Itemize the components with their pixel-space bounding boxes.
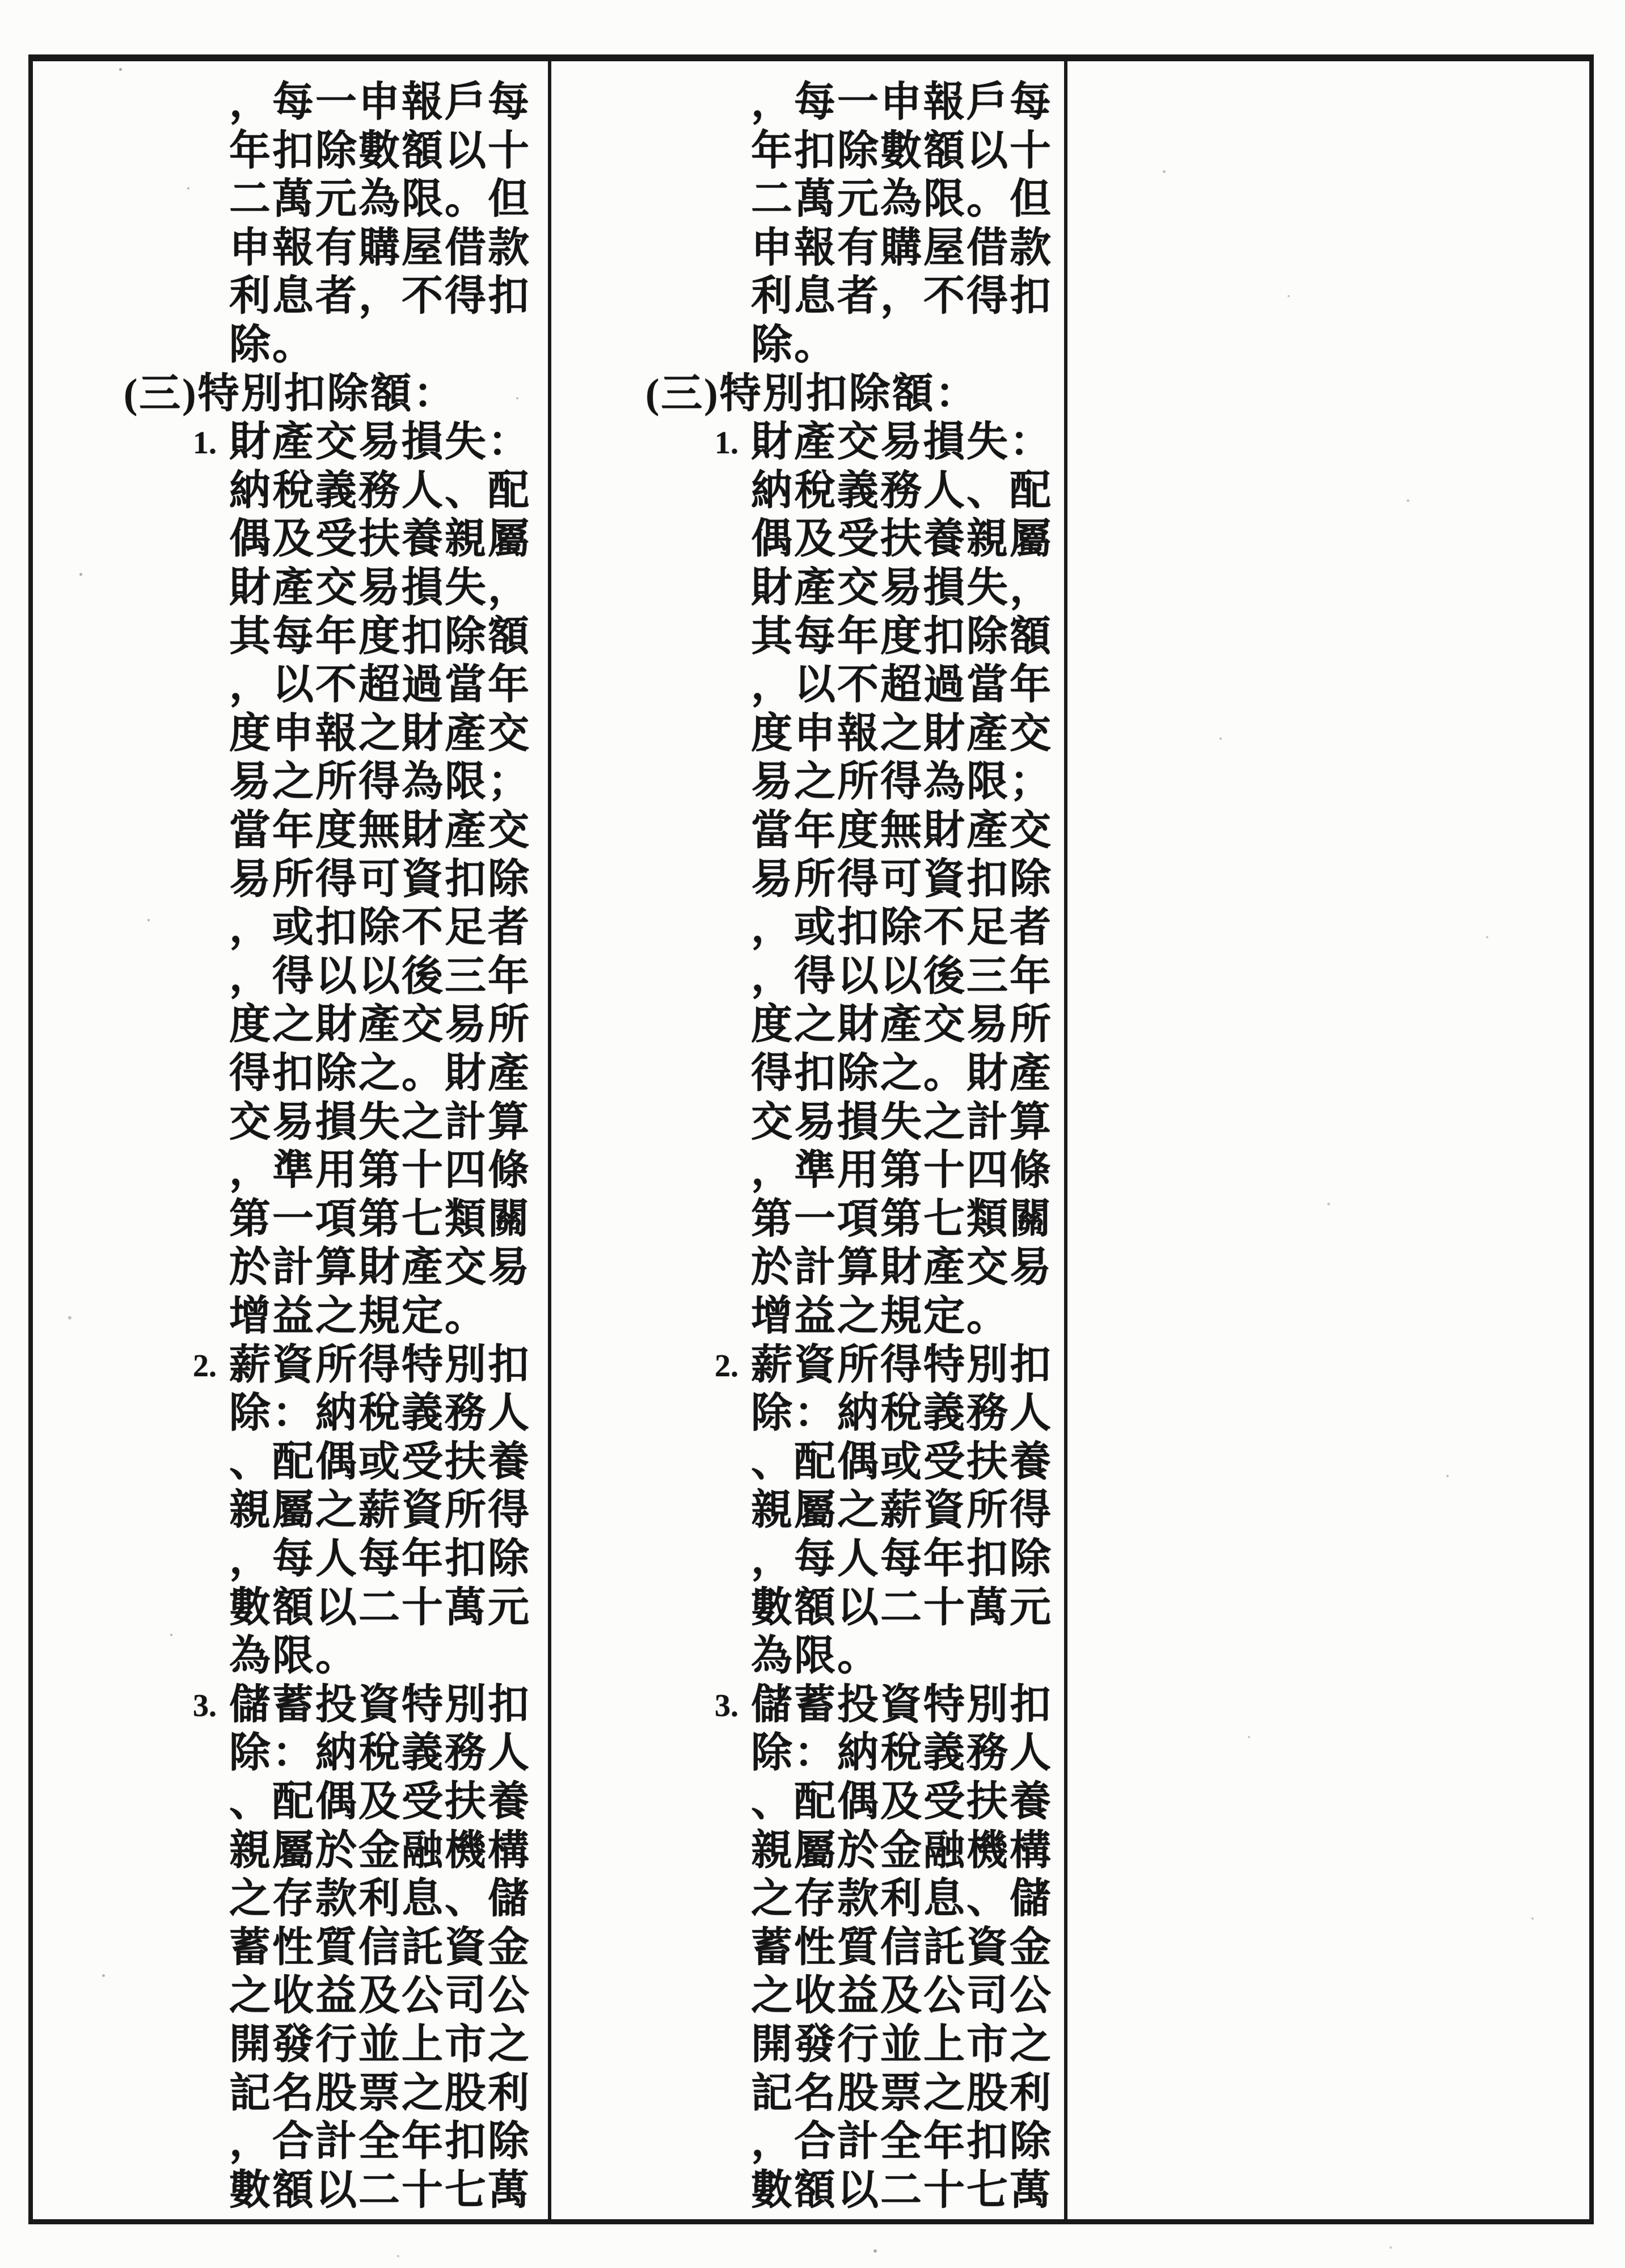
text-line — [751, 224, 1053, 272]
line-text: 蓄性質信託資金 — [229, 1924, 531, 1970]
text-line — [751, 1875, 1053, 1923]
text-line — [229, 564, 531, 612]
text-line — [229, 78, 531, 126]
text-line — [229, 2021, 531, 2068]
text-line — [751, 467, 1053, 515]
line-text: 得扣除之。財產 — [751, 1050, 1053, 1096]
text-line — [715, 1341, 1053, 1389]
text-line — [751, 1924, 1053, 1971]
line-text: 儲蓄投資特別扣 — [751, 1681, 1053, 1727]
item-number: 2. — [715, 1348, 738, 1384]
line-text: 、配偶及受扶養 — [751, 1778, 1053, 1824]
line-text: 於計算財產交易 — [751, 1244, 1053, 1290]
line-text: 年扣除數額以十 — [751, 128, 1053, 174]
scan-speckle — [1248, 1736, 1250, 1738]
scan-speckle — [79, 573, 82, 576]
text-line — [751, 1098, 1053, 1146]
text-line — [229, 1972, 531, 2020]
line-text: 交易損失之計算 — [751, 1099, 1053, 1145]
line-text: 數額以二十萬元 — [229, 1584, 531, 1630]
text-line — [715, 418, 1053, 466]
line-text: 、配偶及受扶養 — [229, 1778, 531, 1824]
scan-speckle — [1163, 170, 1166, 173]
text-line — [229, 1729, 531, 1777]
scan-speckle — [102, 1974, 105, 1977]
text-line — [751, 2118, 1053, 2165]
text-line — [229, 1584, 531, 1632]
text-line — [229, 1195, 531, 1243]
line-text: 薪資所得特別扣 — [751, 1342, 1053, 1388]
line-text: 之收益及公司公 — [751, 1972, 1053, 2018]
scan-speckle — [1219, 737, 1222, 740]
line-text: 之收益及公司公 — [229, 1972, 531, 2018]
line-text: 易之所得為限； — [751, 758, 1053, 804]
scan-speckle — [1327, 1203, 1330, 1205]
text-line — [229, 1924, 531, 1971]
line-text: ，以不超過當年 — [751, 661, 1053, 707]
text-line — [751, 1535, 1053, 1583]
line-text: 二萬元為限。但 — [229, 176, 531, 222]
line-text: 度申報之財產交 — [751, 710, 1053, 756]
line-text: 得扣除之。財產 — [229, 1050, 531, 1096]
line-text: 開發行並上市之 — [751, 2021, 1053, 2067]
text-line — [229, 2069, 531, 2117]
table-border-right — [1589, 54, 1594, 2224]
text-line — [229, 1632, 358, 1680]
text-line — [751, 1195, 1053, 1243]
line-text: 除：納稅義務人 — [751, 1390, 1053, 1436]
line-text: ，準用第十四條 — [751, 1147, 1053, 1193]
scan-speckle — [1288, 295, 1290, 297]
line-text: 其每年度扣除額 — [751, 613, 1053, 659]
line-text: 財產交易損失： — [751, 419, 1053, 465]
scan-speckle — [147, 919, 150, 921]
line-text: 數額以二十七萬 — [229, 2167, 531, 2213]
item-number: 3. — [193, 1688, 217, 1723]
text-line — [751, 613, 1053, 660]
line-text: 偶及受扶養親屬 — [229, 516, 531, 562]
line-text: 之存款利息、儲 — [229, 1875, 531, 1921]
scan-speckle — [1486, 936, 1488, 938]
line-text: 當年度無財產交 — [229, 807, 531, 853]
text-line — [751, 807, 1053, 854]
text-line — [751, 952, 1053, 1000]
line-text: 二萬元為限。但 — [751, 176, 1053, 222]
text-line — [751, 1827, 1053, 1874]
text-line — [645, 370, 978, 418]
text-line — [229, 1098, 531, 1146]
text-line — [751, 1438, 1053, 1486]
line-text: 記名股票之股利 — [229, 2070, 531, 2116]
text-line — [751, 175, 1053, 223]
text-line — [229, 2118, 531, 2165]
line-text: 為限。 — [751, 1633, 880, 1679]
line-text: 利息者，不得扣 — [229, 273, 531, 319]
text-line — [229, 515, 531, 563]
line-text: 數額以二十萬元 — [751, 1584, 1053, 1630]
text-line — [751, 515, 1053, 563]
item-number: 3. — [715, 1688, 738, 1723]
text-line — [751, 1778, 1053, 1826]
text-line — [751, 1486, 1053, 1534]
scan-speckle — [170, 1634, 172, 1636]
line-text: 財產交易損失： — [229, 419, 531, 465]
line-text: 數額以二十七萬 — [751, 2167, 1053, 2213]
line-text: 親屬之薪資所得 — [751, 1487, 1053, 1533]
line-text: 第一項第七類關 — [229, 1196, 531, 1242]
line-text: 偶及受扶養親屬 — [751, 516, 1053, 562]
line-text: 利息者，不得扣 — [751, 273, 1053, 319]
text-line — [751, 2021, 1053, 2068]
text-line — [751, 710, 1053, 757]
text-line — [229, 807, 531, 854]
line-text: 財產交易損失， — [751, 564, 1053, 610]
line-text: ，每一申報戶每 — [229, 79, 531, 125]
column-middle — [551, 0, 1064, 2268]
scan-speckle — [397, 2255, 399, 2257]
line-text: ，或扣除不足者 — [229, 904, 531, 950]
line-text: 財產交易損失， — [229, 564, 531, 610]
line-text: 儲蓄投資特別扣 — [229, 1681, 531, 1727]
line-text: 親屬之薪資所得 — [229, 1487, 531, 1533]
text-line — [193, 418, 531, 466]
text-line — [229, 321, 315, 369]
line-text: ，得以以後三年 — [229, 953, 531, 999]
scan-speckle — [68, 1316, 71, 1320]
line-text: ，或扣除不足者 — [751, 904, 1053, 950]
text-line — [751, 1389, 1053, 1437]
line-text: 度申報之財產交 — [229, 710, 531, 756]
text-line — [229, 272, 531, 320]
scan-speckle — [873, 2249, 877, 2253]
line-text: 除：納稅義務人 — [751, 1730, 1053, 1776]
line-text: ，準用第十四條 — [229, 1147, 531, 1193]
text-line — [751, 1243, 1053, 1291]
line-text: 記名股票之股利 — [751, 2070, 1053, 2116]
line-text: 年扣除數額以十 — [229, 128, 531, 174]
text-line — [715, 1681, 1053, 1729]
text-line — [229, 1875, 531, 1923]
text-line — [229, 1292, 488, 1340]
scan-speckle — [187, 187, 189, 189]
item-number: 2. — [193, 1348, 217, 1384]
line-text: 增益之規定。 — [751, 1293, 1010, 1339]
text-line — [229, 1001, 531, 1048]
line-text: ，得以以後三年 — [751, 953, 1053, 999]
text-line — [229, 1146, 531, 1194]
text-line — [751, 758, 1053, 806]
text-line — [751, 1001, 1053, 1048]
line-text: 易所得可資扣除 — [229, 856, 531, 902]
text-line — [751, 904, 1053, 951]
text-line — [751, 661, 1053, 709]
text-line — [229, 1243, 531, 1291]
scan-speckle — [119, 68, 122, 71]
line-text: 度之財產交易所 — [751, 1001, 1053, 1047]
text-line — [751, 1632, 880, 1680]
line-text: (三)特別扣除額： — [124, 370, 457, 416]
scan-speckle — [1407, 499, 1409, 502]
text-line — [193, 1681, 531, 1729]
line-text: 除：納稅義務人 — [229, 1730, 531, 1776]
line-text: 第一項第七類關 — [751, 1196, 1053, 1242]
text-line — [124, 370, 457, 418]
line-text: 薪資所得特別扣 — [229, 1342, 531, 1388]
text-line — [751, 127, 1053, 175]
text-line — [229, 1049, 531, 1097]
item-number: 1. — [193, 425, 217, 461]
text-line — [229, 1827, 531, 1874]
text-line — [229, 1535, 531, 1583]
line-text: 增益之規定。 — [229, 1293, 488, 1339]
line-text: 交易損失之計算 — [229, 1099, 531, 1145]
line-text: 開發行並上市之 — [229, 2021, 531, 2067]
text-line — [751, 272, 1053, 320]
line-text: 納稅義務人、配 — [229, 467, 531, 513]
text-line — [751, 1729, 1053, 1777]
line-text: 除。 — [751, 322, 837, 368]
line-text: 、配偶或受扶養 — [229, 1439, 531, 1485]
line-text: 納稅義務人、配 — [751, 467, 1053, 513]
text-line — [229, 2166, 531, 2214]
column-left — [29, 0, 548, 2268]
text-line — [751, 78, 1053, 126]
text-line — [751, 1584, 1053, 1632]
item-number: 1. — [715, 425, 738, 461]
line-text: ，合計全年扣除 — [229, 2118, 531, 2164]
line-text: 易所得可資扣除 — [751, 856, 1053, 902]
line-text: 申報有購屋借款 — [751, 225, 1053, 271]
text-line — [229, 758, 531, 806]
line-text: ，每人每年扣除 — [751, 1536, 1053, 1582]
line-text: 蓄性質信託資金 — [751, 1924, 1053, 1970]
line-text: 其每年度扣除額 — [229, 613, 531, 659]
text-line — [229, 1389, 531, 1437]
text-line — [751, 321, 837, 369]
line-text: ，以不超過當年 — [229, 661, 531, 707]
line-text: (三)特別扣除額： — [645, 370, 978, 416]
text-line — [751, 1972, 1053, 2020]
text-line — [229, 175, 531, 223]
text-line — [229, 952, 531, 1000]
text-line — [751, 1049, 1053, 1097]
text-line — [751, 855, 1053, 903]
column-right — [1067, 0, 1589, 2268]
text-line — [229, 1778, 531, 1826]
scan-speckle — [1390, 2246, 1392, 2249]
scan-speckle — [1531, 1917, 1534, 1920]
line-text: 之存款利息、儲 — [751, 1875, 1053, 1921]
line-text: ，合計全年扣除 — [751, 2118, 1053, 2164]
scan-speckle — [516, 397, 518, 399]
text-line — [193, 1341, 531, 1389]
text-line — [229, 1486, 531, 1534]
line-text: 申報有購屋借款 — [229, 225, 531, 271]
line-text: 易之所得為限； — [229, 758, 531, 804]
line-text: 度之財產交易所 — [229, 1001, 531, 1047]
line-text: 親屬於金融機構 — [751, 1827, 1053, 1873]
text-line — [751, 564, 1053, 612]
text-line — [751, 2069, 1053, 2117]
text-line — [751, 2166, 1053, 2214]
line-text: 當年度無財產交 — [751, 807, 1053, 853]
line-text: 除。 — [229, 322, 315, 368]
text-line — [229, 224, 531, 272]
text-line — [229, 127, 531, 175]
line-text: ，每一申報戶每 — [751, 79, 1053, 125]
text-line — [229, 904, 531, 951]
text-line — [229, 467, 531, 515]
text-line — [229, 1438, 531, 1486]
line-text: 於計算財產交易 — [229, 1244, 531, 1290]
text-line — [229, 613, 531, 660]
line-text: 、配偶或受扶養 — [751, 1439, 1053, 1485]
line-text: 親屬於金融機構 — [229, 1827, 531, 1873]
text-line — [751, 1146, 1053, 1194]
line-text: ，每人每年扣除 — [229, 1536, 531, 1582]
text-line — [229, 855, 531, 903]
text-line — [229, 661, 531, 709]
line-text: 除：納稅義務人 — [229, 1390, 531, 1436]
line-text: 為限。 — [229, 1633, 358, 1679]
scan-speckle — [1446, 1475, 1449, 1477]
text-line — [751, 1292, 1010, 1340]
text-line — [229, 710, 531, 757]
